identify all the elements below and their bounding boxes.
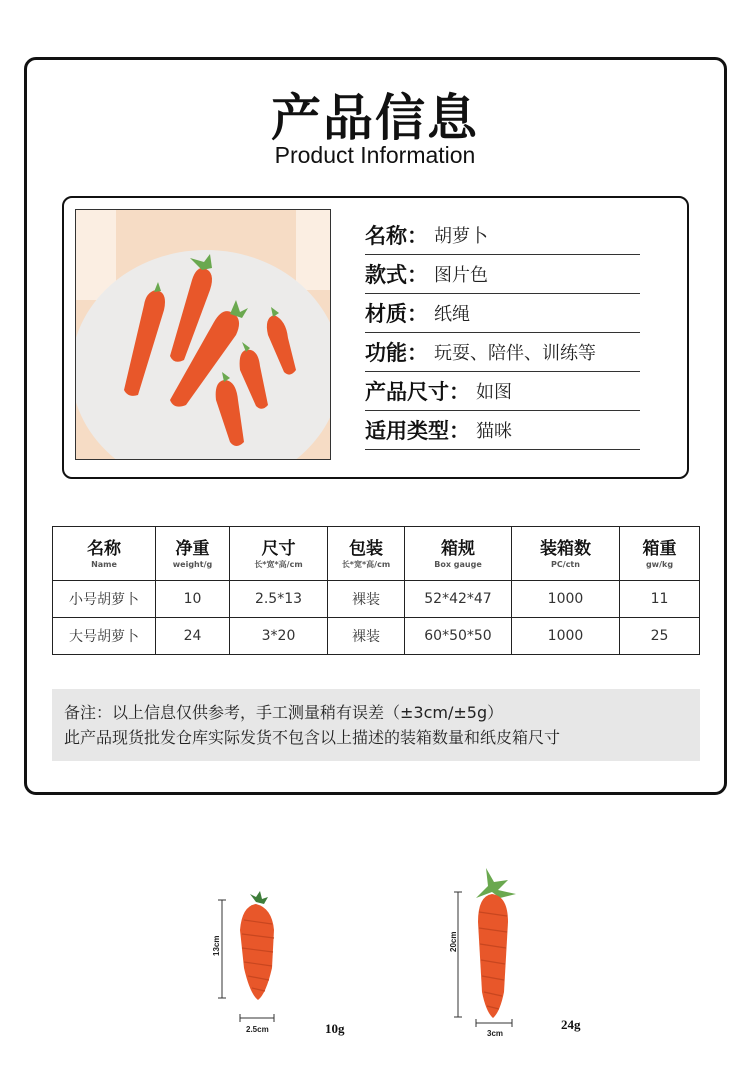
- spec-value: 纸绳: [434, 304, 470, 325]
- spec-label: 产品尺寸：: [365, 380, 470, 404]
- spec-label: 名称：: [365, 224, 428, 248]
- table-row: [53, 581, 700, 618]
- table-cell: 2.5*13: [230, 581, 328, 618]
- small-weight-label: 10g: [325, 1021, 345, 1036]
- table-cell: 10: [156, 581, 230, 618]
- table-cell: 1000: [512, 618, 620, 655]
- spec-row-style: [365, 255, 640, 294]
- spec-value: 猫咪: [476, 421, 512, 442]
- height-label: 20cm: [449, 931, 458, 952]
- packing-table: [52, 526, 700, 655]
- column-header: 名称 Name: [53, 527, 156, 581]
- spec-list: [365, 216, 640, 450]
- table-cell: 60*50*50: [405, 618, 512, 655]
- table-cell: 裸装: [328, 618, 405, 655]
- note-line: 此产品现货批发仓库实际发货不包含以上描述的装箱数量和纸皮箱尺寸: [64, 728, 561, 747]
- spec-row-name: [365, 216, 640, 255]
- spec-row-size: [365, 372, 640, 411]
- carrot-icon: [476, 868, 516, 1018]
- table-cell: 24: [156, 618, 230, 655]
- column-header: 包装 长*宽*高/cm: [328, 527, 405, 581]
- table-row: [53, 618, 700, 655]
- page-title: 产品信息: [271, 89, 479, 147]
- column-header: 净重 weight/g: [156, 527, 230, 581]
- spec-label: 适用类型：: [365, 419, 470, 443]
- column-header: 箱规 Box gauge: [405, 527, 512, 581]
- spec-value: 胡萝卜: [434, 226, 488, 247]
- width-label: 2.5cm: [246, 1025, 269, 1034]
- table-cell: 小号胡萝卜: [53, 581, 156, 618]
- spec-row-type: [365, 411, 640, 450]
- table-cell: 52*42*47: [405, 581, 512, 618]
- table-cell: 3*20: [230, 618, 328, 655]
- spec-label: 材质：: [365, 302, 428, 326]
- table-cell: 裸装: [328, 581, 405, 618]
- note-line: 备注：以上信息仅供参考，手工测量稍有误差（±3cm/±5g）: [64, 703, 504, 722]
- spec-label: 功能：: [365, 341, 428, 365]
- note-box: [52, 689, 700, 761]
- spec-label: 款式：: [365, 263, 428, 287]
- large-carrot-size-diagram: [446, 862, 536, 1042]
- width-label: 3cm: [487, 1029, 504, 1038]
- spec-value: 如图: [476, 382, 512, 403]
- table-cell: 大号胡萝卜: [53, 618, 156, 655]
- small-carrot-size-diagram: [212, 890, 292, 1040]
- large-weight-label: 24g: [561, 1017, 581, 1032]
- height-label: 13cm: [212, 935, 221, 956]
- table-cell: 1000: [512, 581, 620, 618]
- table-cell: 11: [620, 581, 700, 618]
- column-header: 装箱数 PC/ctn: [512, 527, 620, 581]
- spec-value: 图片色: [434, 265, 488, 286]
- spec-row-material: [365, 294, 640, 333]
- page-subtitle: Product Information: [274, 142, 476, 168]
- spec-value: 玩耍、陪伴、训练等: [434, 343, 596, 364]
- column-header: 箱重 gw/kg: [620, 527, 700, 581]
- table-header-row: [53, 527, 700, 581]
- product-photo: [75, 209, 331, 460]
- carrot-icon: [240, 891, 274, 1000]
- table-cell: 25: [620, 618, 700, 655]
- column-header: 尺寸 长*宽*高/cm: [230, 527, 328, 581]
- spec-row-function: [365, 333, 640, 372]
